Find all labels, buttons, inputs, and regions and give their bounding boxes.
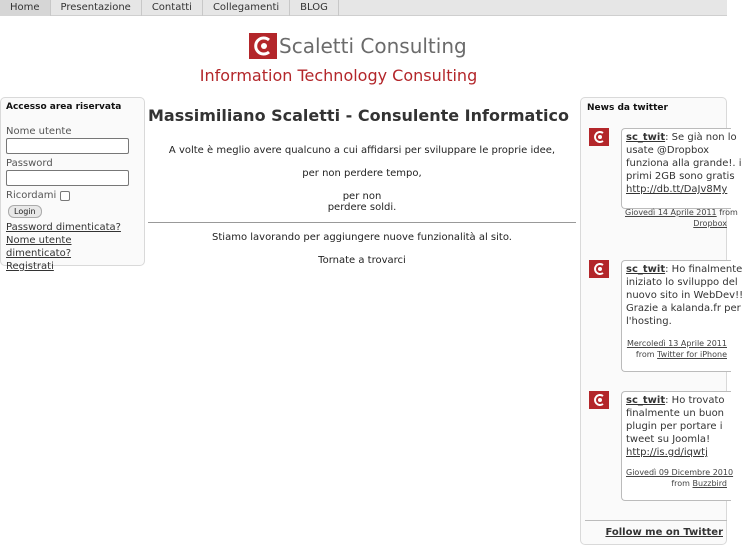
tweet-link[interactable]: http://is.gd/iqwtj bbox=[626, 447, 708, 458]
tweet-date[interactable]: Mercoledì 13 Aprile 2011 bbox=[626, 339, 727, 348]
logo-mark-icon bbox=[249, 33, 277, 59]
remember-label: Ricordami bbox=[6, 190, 57, 201]
tweet-from-prefix: from bbox=[635, 350, 655, 359]
tweet-from-prefix: from bbox=[719, 208, 738, 217]
site-name: Scaletti Consulting bbox=[279, 34, 467, 58]
tweet-bubble: sc_twit: Ho finalmente iniziato lo sviluppo del nuovo sito in WebDev!! Grazie a kalanda.fr per l'hosting. Mercoledì 13 Aprile 2011 from Twitter for iPhone bbox=[621, 260, 731, 372]
login-panel bbox=[0, 97, 145, 272]
tweet-link[interactable]: http://db.tt/DaJv8My bbox=[626, 184, 728, 195]
twitter-panel-title: News da twitter bbox=[587, 103, 668, 113]
tweet-text-line: plugin per portare i bbox=[626, 421, 723, 432]
register-link[interactable]: Registrati bbox=[6, 261, 54, 272]
site-tagline: Information Technology Consulting bbox=[199, 66, 478, 85]
tweet-text-line: nuovo sito in WebDev!! bbox=[626, 290, 743, 301]
follow-twitter-link[interactable]: Follow me on Twitter bbox=[585, 520, 727, 538]
intro-text-3b: perdere soldi. bbox=[327, 202, 397, 213]
main-content bbox=[148, 97, 576, 266]
tweet-text-line: usate @Dropbox bbox=[626, 145, 710, 156]
forgot-password-link[interactable]: Password dimenticata? bbox=[6, 222, 121, 233]
remember-checkbox[interactable] bbox=[60, 191, 70, 201]
username-label: Nome utente bbox=[6, 126, 72, 137]
nav-item-collegamenti[interactable]: Collegamenti bbox=[203, 0, 290, 16]
page-title: Massimiliano Scaletti - Consulente Informatico bbox=[148, 106, 569, 125]
username-input[interactable] bbox=[6, 138, 129, 154]
forgot-username-link[interactable]: Nome utente dimenticato? bbox=[6, 235, 72, 259]
nav-item-contatti[interactable]: Contatti bbox=[142, 0, 203, 16]
come-back-text: Tornate a trovarci bbox=[318, 255, 406, 266]
tweet-text-line: funziona alla grande!. i bbox=[626, 158, 742, 169]
divider bbox=[148, 222, 576, 223]
tweet-text-line: Se già non lo bbox=[671, 132, 737, 143]
tweet-text-line: primi 2GB sono gratis bbox=[626, 171, 735, 182]
tweet-text-line: iniziato lo sviluppo del bbox=[626, 277, 738, 288]
avatar-icon bbox=[589, 260, 609, 278]
intro-text-2: per non perdere tempo, bbox=[302, 168, 422, 179]
avatar-icon bbox=[589, 128, 609, 146]
tweet-source[interactable]: Dropbox bbox=[693, 219, 727, 228]
avatar-icon bbox=[589, 391, 609, 409]
tweet-text-line: l'hosting. bbox=[626, 316, 672, 327]
remember-row bbox=[6, 190, 139, 201]
tweet-user[interactable]: sc_twit bbox=[626, 395, 666, 406]
login-panel-title: Accesso area riservata bbox=[6, 102, 122, 112]
work-in-progress-text: Stiamo lavorando per aggiungere nuove funzionalità al sito. bbox=[212, 232, 512, 243]
password-input[interactable] bbox=[6, 170, 129, 186]
tweet-text-line: Ho trovato bbox=[671, 395, 725, 406]
tweet-from-prefix: from bbox=[671, 479, 690, 488]
tweet-text-line: tweet su Joomla! bbox=[626, 434, 711, 445]
tweet-date[interactable]: Giovedì 14 Aprile 2011 bbox=[625, 208, 717, 217]
site-logo[interactable] bbox=[249, 32, 467, 60]
tweet-date[interactable]: Giovedì 09 Dicembre 2010 bbox=[626, 468, 734, 477]
password-label: Password bbox=[6, 158, 53, 169]
tweet-text-line: Ho finalmente bbox=[671, 264, 743, 275]
tweet-user[interactable]: sc_twit bbox=[626, 264, 666, 275]
intro-text: A volte è meglio avere qualcuno a cui affidarsi per sviluppare le proprie idee, bbox=[168, 145, 556, 156]
top-nav bbox=[0, 0, 727, 16]
intro-text-3a: per non bbox=[342, 191, 382, 202]
nav-item-home[interactable]: Home bbox=[0, 0, 51, 16]
tweet-bubble: sc_twit: Se già non lo usate @Dropbox funziona alla grande!. i primi 2GB sono gratis http://db.tt/DaJv8My bbox=[621, 128, 731, 209]
login-button[interactable]: Login bbox=[8, 205, 42, 218]
tweet-source[interactable]: Buzzbird bbox=[692, 479, 727, 488]
tweet-text-line: Grazie a kalanda.fr per bbox=[626, 303, 741, 314]
nav-item-blog[interactable]: BLOG bbox=[290, 0, 339, 16]
tweet-source[interactable]: Twitter for iPhone bbox=[657, 350, 727, 359]
tweet-user[interactable]: sc_twit bbox=[626, 132, 666, 143]
tweet-bubble: sc_twit: Ho trovato finalmente un buon plugin per portare i tweet su Joomla! http://is.gd/iqwtj Giovedì 09 Dicembre 2010 from Buzzbird bbox=[621, 391, 731, 501]
twitter-panel bbox=[580, 97, 743, 545]
tweet-text-line: finalmente un buon bbox=[626, 408, 725, 419]
nav-item-presentazione[interactable]: Presentazione bbox=[51, 0, 142, 16]
